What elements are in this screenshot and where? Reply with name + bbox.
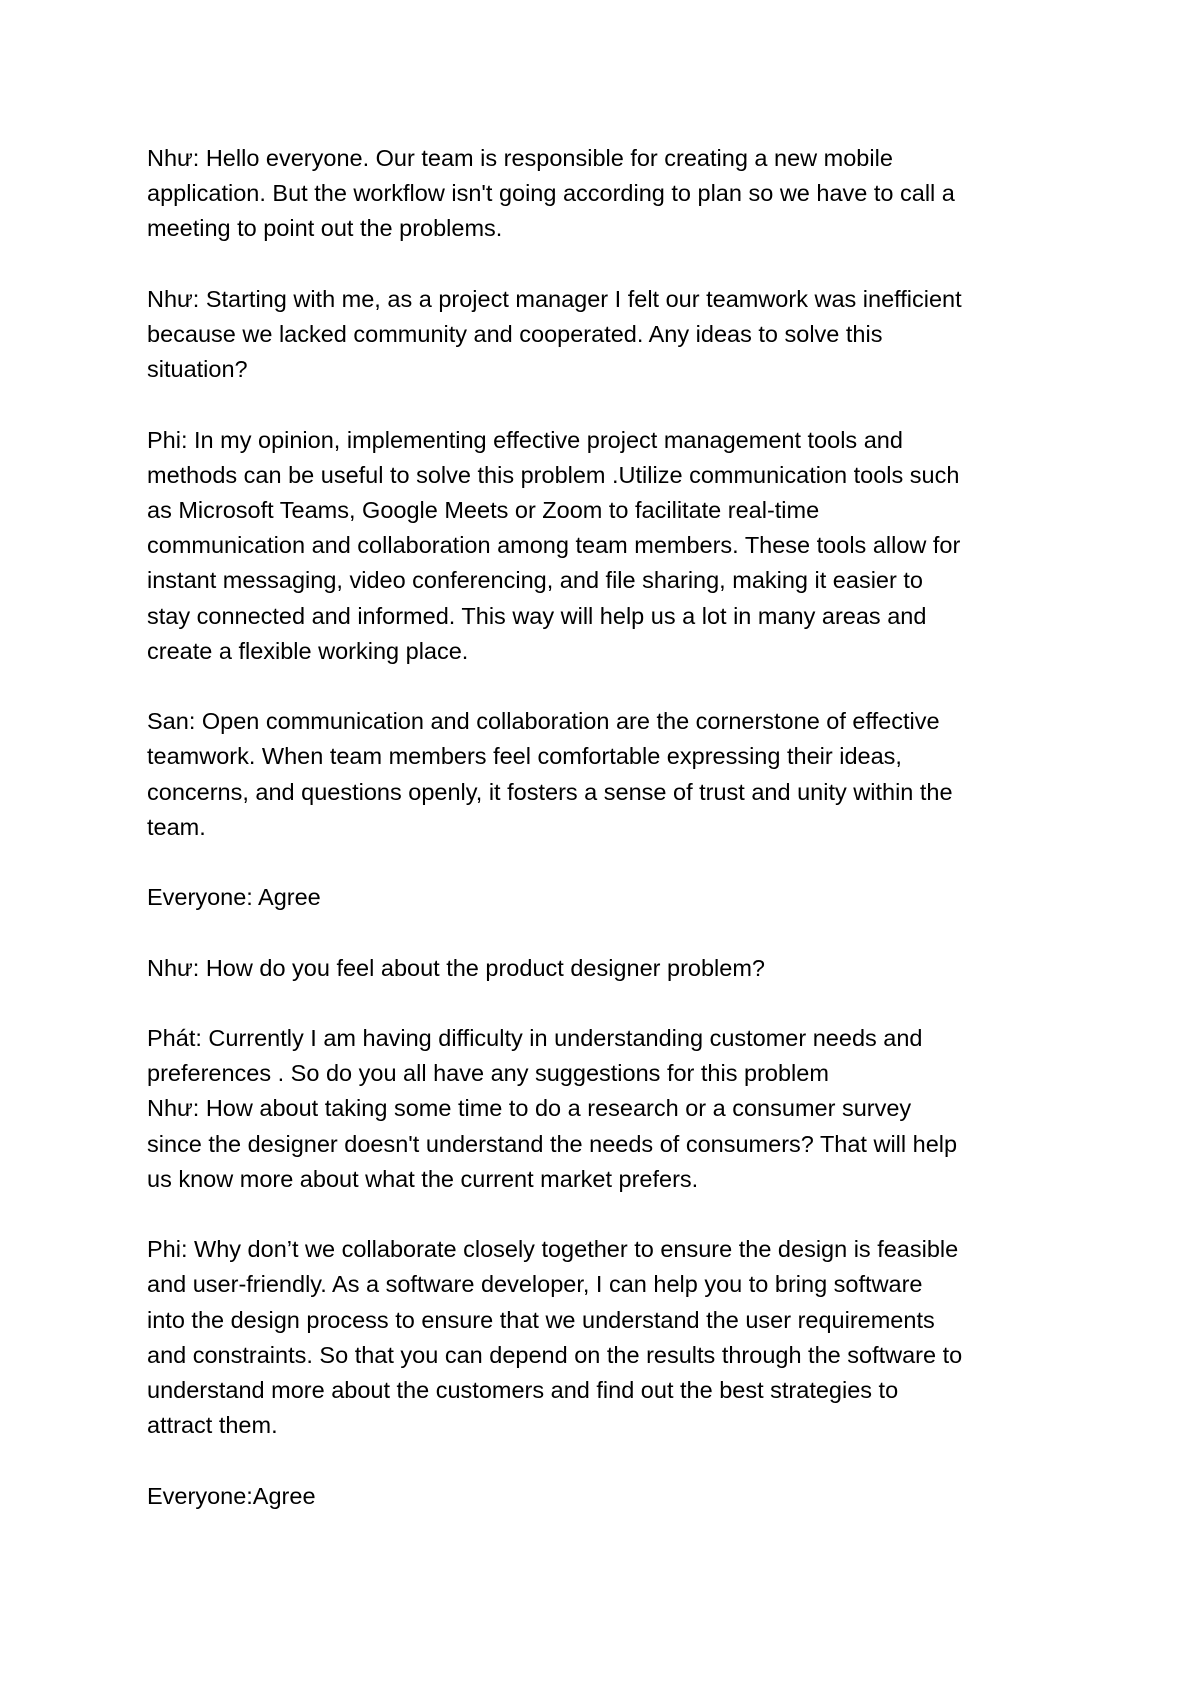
- dialogue-paragraph-nhu-survey: Như: How about taking some time to do a research or a consumer survey since the designer doesn't understand the needs of consumers? That will help us know more about what the current market prefers.: [147, 1095, 958, 1192]
- paragraph-spacer: [147, 986, 1077, 1021]
- dialogue-paragraph-phat-difficulty: Phát: Currently I am having difficulty in understanding customer needs and preferences . So do you all have any suggestions for this problem: [147, 1024, 923, 1087]
- dialogue-paragraph-nhu-teamwork: Như: Starting with me, as a project manager I felt our teamwork was inefficient because we lacked community and cooperated. Any ideas to solve this situation?: [147, 285, 962, 383]
- dialogue-paragraph-phi-tools: Phi: In my opinion, implementing effective project management tools and methods can be useful to solve this problem .Utilize communication tools such as Microsoft Teams, Google Meets or Zoom to facilitate real-time communication and collaboration among team members. These tools allow for instant messaging, video conferencing, and file sharing, making it easier to stay connected and informed. This way will help us a lot in many areas and create a flexible working place.: [147, 426, 961, 664]
- paragraph-spacer: [147, 387, 1077, 422]
- dialogue-paragraph-phi-collaborate: Phi: Why don’t we collaborate closely together to ensure the design is feasible and user-friendly. As a software developer, I can help you to bring software into the design process to ensure that we understand the user requirements and constraints. So that you can depend on the results through the software to understand more about the customers and find out the best strategies to attract them.: [147, 1236, 963, 1439]
- dialogue-paragraph-nhu-designer-question: Như: How do you feel about the product designer problem?: [147, 954, 765, 981]
- dialogue-paragraph-nhu-intro: Như: Hello everyone. Our team is responsible for creating a new mobile application. But the workflow isn't going according to plan so we have to call a meeting to point out the problems.: [147, 145, 955, 242]
- paragraph-spacer: [147, 669, 1077, 704]
- paragraph-spacer: [147, 1197, 1077, 1232]
- dialogue-paragraph-san-communication: San: Open communication and collaboration are the cornerstone of effective teamwork. When team members feel comfortable expressing their ideas, concerns, and questions openly, it fosters a sense of trust and unity within the team.: [147, 708, 953, 840]
- paragraph-spacer: [147, 1443, 1077, 1478]
- paragraph-spacer: [147, 915, 1077, 950]
- paragraph-spacer: [147, 845, 1077, 880]
- paragraph-spacer: [147, 247, 1077, 282]
- dialogue-paragraph-everyone-agree-2: Everyone:Agree: [147, 1482, 316, 1509]
- document-body: [147, 141, 1077, 1514]
- dialogue-paragraph-everyone-agree-1: Everyone: Agree: [147, 884, 321, 911]
